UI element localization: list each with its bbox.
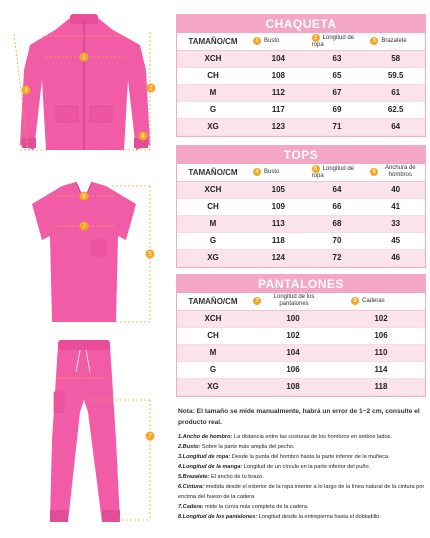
value-cell: 46 bbox=[366, 249, 425, 266]
value-cell: 123 bbox=[249, 118, 308, 135]
size-cell: G bbox=[177, 232, 249, 249]
number-badge: 6 bbox=[370, 168, 378, 176]
marker-top-5 bbox=[146, 250, 155, 259]
note-item: 6.Cintura: medida desde el exterior de la ropa interior a lo largo de la línea natural de la cintura por encima del hueso de la cadera bbox=[178, 484, 425, 500]
size-cell: G bbox=[177, 101, 249, 118]
value-cell: 104 bbox=[249, 50, 308, 67]
table-row bbox=[177, 67, 425, 84]
column-header: 5 Longitud de ropa bbox=[308, 164, 367, 181]
value-cell: 71 bbox=[308, 118, 367, 135]
size-cell: CH bbox=[177, 198, 249, 215]
number-badge: 3 bbox=[370, 37, 378, 45]
size-cell: XG bbox=[177, 118, 249, 135]
note-item: 1.Ancho de hombro: La distancia entre las costuras de los hombros en ambos lados. bbox=[178, 434, 392, 440]
value-cell: 64 bbox=[308, 181, 367, 198]
size-table bbox=[177, 33, 425, 136]
note-item: 7.Cadera: mide la curva más completa de la cadera. bbox=[178, 504, 309, 510]
size-cell: XG bbox=[177, 249, 249, 266]
value-cell: 124 bbox=[249, 249, 308, 266]
table-title: TOPS bbox=[177, 146, 425, 164]
column-header: 7 Longitud de los pantalones bbox=[249, 293, 337, 310]
value-cell: 72 bbox=[308, 249, 367, 266]
note-item: 5.Brazalete: El ancho de tu brazo. bbox=[178, 474, 264, 480]
value-cell: 105 bbox=[249, 181, 308, 198]
value-cell: 114 bbox=[337, 361, 425, 378]
size-cell: M bbox=[177, 344, 249, 361]
size-table-tops bbox=[176, 145, 426, 268]
value-cell: 69 bbox=[308, 101, 367, 118]
value-cell: 62.5 bbox=[366, 101, 425, 118]
size-cell: G bbox=[177, 361, 249, 378]
value-cell: 67 bbox=[308, 84, 367, 101]
garment-illustrations bbox=[0, 0, 172, 538]
value-cell: 106 bbox=[249, 361, 337, 378]
value-cell: 59.5 bbox=[366, 67, 425, 84]
column-header: 6 Anchura de hombros bbox=[366, 164, 425, 181]
table-row bbox=[177, 310, 425, 327]
table-row bbox=[177, 378, 425, 395]
value-cell: 109 bbox=[249, 198, 308, 215]
value-cell: 117 bbox=[249, 101, 308, 118]
size-table bbox=[177, 164, 425, 267]
table-row bbox=[177, 215, 425, 232]
value-cell: 102 bbox=[249, 327, 337, 344]
note-item: 3.Longitud de ropa: Desde la punta del hombro hasta la parte inferior de la muñeca. bbox=[178, 454, 390, 460]
number-badge: 7 bbox=[253, 297, 261, 305]
marker-top-7 bbox=[80, 222, 89, 231]
svg-text:4: 4 bbox=[141, 134, 145, 140]
value-cell: 106 bbox=[337, 327, 425, 344]
number-badge: 4 bbox=[253, 168, 261, 176]
number-badge: 2 bbox=[312, 34, 320, 42]
value-cell: 118 bbox=[249, 232, 308, 249]
table-row bbox=[177, 118, 425, 135]
svg-text:6: 6 bbox=[82, 194, 86, 200]
marker-pants-7 bbox=[146, 432, 155, 441]
svg-text:1: 1 bbox=[82, 55, 86, 61]
value-cell: 58 bbox=[366, 50, 425, 67]
value-cell: 40 bbox=[366, 181, 425, 198]
value-cell: 65 bbox=[308, 67, 367, 84]
value-cell: 108 bbox=[249, 378, 337, 395]
pants-illustration bbox=[50, 340, 120, 522]
value-cell: 68 bbox=[308, 215, 367, 232]
note-item: 4.Longitud de la manga: Longitud de un círculo en la parte inferior del puño. bbox=[178, 464, 371, 470]
note-item: 2.Busto: Sobre la parte más amplia del pecho. bbox=[178, 444, 295, 450]
number-badge: 5 bbox=[312, 165, 320, 173]
table-header-row bbox=[177, 164, 425, 181]
table-row bbox=[177, 327, 425, 344]
size-cell: M bbox=[177, 84, 249, 101]
marker-top-6 bbox=[80, 192, 89, 201]
size-guide-drawing bbox=[0, 0, 172, 538]
number-badge: 8 bbox=[351, 297, 359, 305]
column-header: 1 Busto bbox=[249, 33, 308, 50]
value-cell: 104 bbox=[249, 344, 337, 361]
value-cell: 61 bbox=[366, 84, 425, 101]
size-table bbox=[177, 293, 425, 396]
table-row bbox=[177, 249, 425, 266]
size-cell: XCH bbox=[177, 310, 249, 327]
value-cell: 41 bbox=[366, 198, 425, 215]
value-cell: 108 bbox=[249, 67, 308, 84]
table-title: PANTALONES bbox=[177, 275, 425, 293]
table-row bbox=[177, 181, 425, 198]
value-cell: 70 bbox=[308, 232, 367, 249]
size-cell: XCH bbox=[177, 50, 249, 67]
size-table-pants bbox=[176, 274, 426, 397]
jacket-illustration bbox=[20, 14, 150, 150]
table-row bbox=[177, 232, 425, 249]
value-cell: 66 bbox=[308, 198, 367, 215]
size-cell: M bbox=[177, 215, 249, 232]
table-title: CHAQUETA bbox=[177, 15, 425, 33]
value-cell: 33 bbox=[366, 215, 425, 232]
value-cell: 100 bbox=[249, 310, 337, 327]
size-cell: CH bbox=[177, 67, 249, 84]
measurement-notes bbox=[178, 406, 428, 522]
table-row bbox=[177, 84, 425, 101]
table-row bbox=[177, 344, 425, 361]
svg-text:7: 7 bbox=[82, 224, 86, 230]
column-header: 8 Caderas bbox=[337, 293, 425, 310]
size-cell: XG bbox=[177, 378, 249, 395]
size-header: TAMAÑO/CM bbox=[177, 33, 249, 50]
marker-jacket-3 bbox=[22, 86, 31, 95]
svg-text:2: 2 bbox=[149, 86, 153, 92]
value-cell: 112 bbox=[249, 84, 308, 101]
table-row bbox=[177, 361, 425, 378]
column-header: 2 Longitud de ropa bbox=[308, 33, 367, 50]
value-cell: 64 bbox=[366, 118, 425, 135]
value-cell: 113 bbox=[249, 215, 308, 232]
marker-jacket-2 bbox=[147, 84, 156, 93]
size-header: TAMAÑO/CM bbox=[177, 293, 249, 310]
column-header: 4 Busto bbox=[249, 164, 308, 181]
value-cell: 110 bbox=[337, 344, 425, 361]
column-header: 3 Brazalete bbox=[366, 33, 425, 50]
svg-text:3: 3 bbox=[24, 88, 28, 94]
marker-jacket-4 bbox=[139, 132, 148, 141]
size-cell: XCH bbox=[177, 181, 249, 198]
value-cell: 118 bbox=[337, 378, 425, 395]
table-header-row bbox=[177, 293, 425, 310]
top-illustration bbox=[32, 182, 136, 322]
size-table-jacket bbox=[176, 14, 426, 137]
value-cell: 45 bbox=[366, 232, 425, 249]
table-row bbox=[177, 50, 425, 67]
size-header: TAMAÑO/CM bbox=[177, 164, 249, 181]
size-cell: CH bbox=[177, 327, 249, 344]
note-disclaimer: Nota: El tamaño se mide manualmente, habrá un error de 1~2 cm, consulte el producto real. bbox=[178, 408, 420, 426]
marker-jacket-1 bbox=[80, 53, 89, 62]
number-badge: 1 bbox=[253, 37, 261, 45]
svg-text:7: 7 bbox=[148, 434, 152, 440]
svg-text:5: 5 bbox=[148, 252, 152, 258]
table-header-row bbox=[177, 33, 425, 50]
table-row bbox=[177, 198, 425, 215]
table-row bbox=[177, 101, 425, 118]
note-item: 8.Longitud de los pantalones: Longitud desde la entrepierna hasta el dobladillo. bbox=[178, 514, 381, 520]
value-cell: 63 bbox=[308, 50, 367, 67]
value-cell: 102 bbox=[337, 310, 425, 327]
